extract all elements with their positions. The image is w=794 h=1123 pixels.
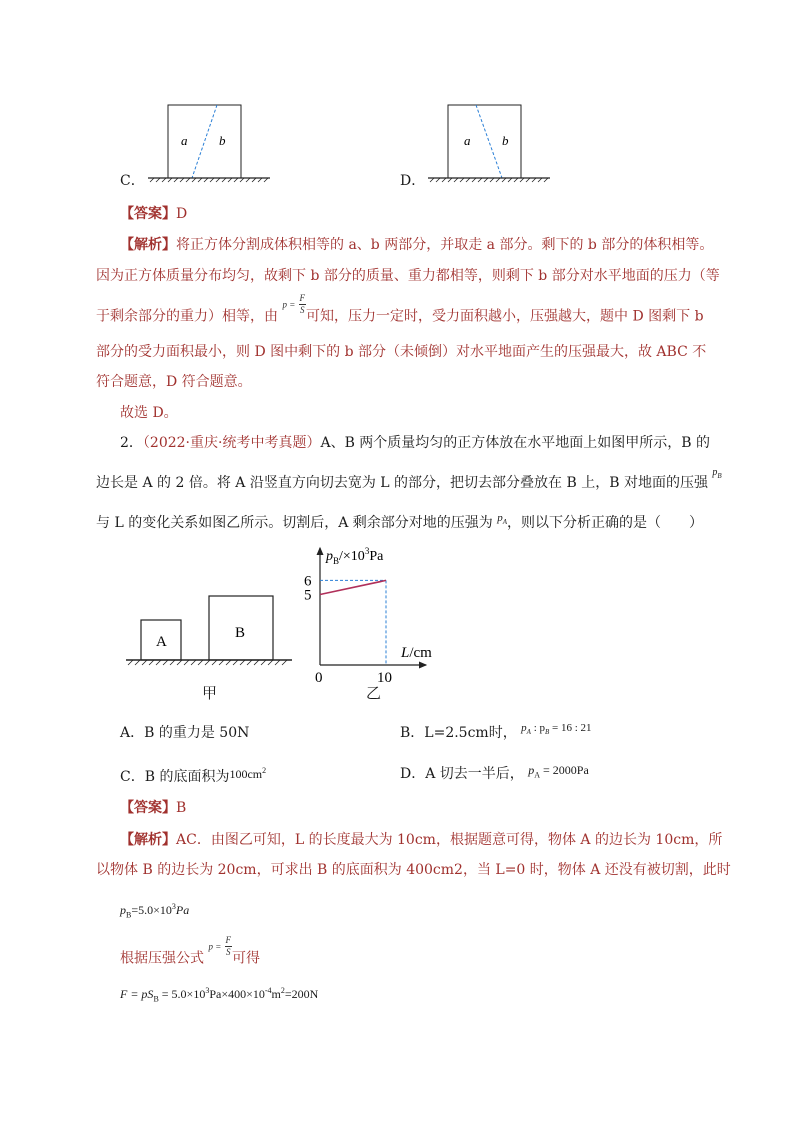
q2-analysis-line-1 [120, 830, 722, 850]
option-c-sup: 2 [262, 766, 267, 775]
figure-yi-caption: 乙 [366, 684, 382, 702]
q2-pb-sub: B [717, 472, 722, 480]
y-axis-unit: /×10 [339, 549, 365, 564]
q2-formula-prefix: 根据压强公式 [120, 950, 204, 967]
q2-formula-line [120, 935, 261, 970]
q2-pressure-formula [208, 935, 232, 958]
q2-pb-p: p [712, 467, 718, 478]
option-a[interactable]: A．B 的重力是 50N [120, 725, 250, 741]
q2-stem-text-1: A、B 两个质量均匀的正方体放在水平地面上如图甲所示，B 的 [320, 435, 711, 451]
q2-eq-pb-sub: B [126, 910, 132, 920]
q2-stem-text-4: ，则以下分析正确的是（ ） [507, 515, 703, 531]
q2-formula-num: F [225, 935, 232, 945]
q2-eq-pb-p: p [120, 903, 126, 917]
option-b-pa: p [521, 722, 527, 734]
q2-analysis-label: 【解析】 [120, 832, 176, 848]
option-d[interactable] [400, 764, 589, 789]
option-d-pa: p [528, 763, 535, 777]
q2-analysis-text-1: AC．由图乙可知，L 的长度最大为 10cm，根据题意可得，物体 A 的边长为 10cm，所 [176, 832, 723, 848]
option-c-figure-label: C． [120, 173, 145, 189]
option-d-pa-sub: A [534, 770, 541, 780]
chart-y-axis-title [325, 546, 384, 566]
q2-eq-force-exp2: -4 [264, 986, 272, 995]
figure-c-label-a: a [181, 133, 188, 148]
x-axis-symbol: L [401, 645, 410, 661]
q1-analysis-label: 【解析】 [120, 237, 176, 253]
q1-analysis-line-5: 部分的受力面积最小，则 D 图中剩下的 b 部分（未倾倒）对水平地面产生的压强最大，故 ABC 不 [96, 344, 707, 360]
q2-eq-force-part3: Pa×400×10 [209, 987, 265, 1001]
option-d-formula [528, 760, 589, 785]
pressure-chart [300, 540, 450, 690]
q2-stem-text-3: 与 L 的变化关系如图乙所示。切割后，A 剩余部分对地的压强为 [96, 515, 493, 531]
q1-pressure-formula [282, 293, 306, 316]
q2-analysis-line-2: 以物体 B 的边长为 20cm，可求出 B 的底面积为 400cm2，当 L=0 时，物体 A 还没有被切割，此时 [96, 862, 731, 878]
q2-pa-symbol [497, 508, 507, 532]
q1-analysis-line-1 [120, 235, 713, 255]
q2-number: 2． [120, 435, 143, 451]
figure-d-label-b: b [502, 133, 509, 148]
q2-eq-force-exp3: 2 [280, 986, 285, 995]
figure-c-label-b: b [219, 133, 226, 148]
q2-pa-p: p [497, 512, 503, 524]
q2-eq-pb-unit: Pa [175, 903, 190, 917]
x-axis-unit: /cm [409, 645, 432, 661]
figure-d-label-a: a [464, 133, 471, 148]
option-c[interactable] [120, 764, 266, 787]
q1-formula-fraction [299, 293, 307, 316]
q2-eq-pb-exp: 3 [171, 902, 176, 911]
option-c-prefix: C．B 的底面积为 [120, 769, 230, 785]
series-line-pb [320, 580, 386, 594]
option-d-value: = 2000Pa [540, 763, 589, 777]
q1-analysis-line-3 [96, 293, 704, 328]
q2-stem-line-3 [96, 513, 703, 538]
option-b-pb-sub: B [545, 728, 550, 737]
q2-eq-pb [120, 897, 189, 925]
y-axis-symbol: p [326, 549, 333, 564]
q2-eq-force-sub: B [153, 994, 159, 1004]
q1-analysis-text-1: 将正方体分割成体积相等的 a、b 两部分，并取走 a 部分。剩下的 b 部分的体积相等。 [176, 237, 714, 253]
option-c-value [229, 767, 266, 781]
q2-stem-line-2 [96, 467, 722, 498]
q1-analysis-text-3: 于剩余部分的重力）相等，由 [96, 308, 278, 325]
q1-answer-value: D [176, 206, 188, 222]
q2-eq-force [120, 981, 318, 1009]
q2-formula-den: S [226, 947, 231, 957]
option-b-pb: : p [530, 722, 545, 734]
y-axis-unit2: Pa [369, 549, 384, 564]
q2-pa-sub: A [502, 518, 507, 527]
figure-jia-caption: 甲 [202, 684, 218, 702]
q2-pb-symbol [712, 463, 721, 486]
q2-stem-text-2: 边长是 A 的 2 倍。将 A 沿竖直方向切去宽为 L 的部分，把切去部分叠放在 B 上，B 对地面的压强 [96, 475, 708, 491]
option-d-prefix: D．A 切去一半后， [400, 766, 524, 782]
q1-analysis-line-2: 因为正方体质量分布均匀，故剩下 b 部分的质量、重力都相等，则剩下 b 部分对水平地面的压力（等 [96, 268, 720, 284]
q1-formula-num: F [299, 293, 306, 303]
q1-formula-lhs: p = [282, 299, 296, 310]
q1-analysis-line-6: 符合题意，D 符合题意。 [96, 374, 252, 390]
q2-eq-force-lhs: F = pS [120, 987, 154, 1001]
q1-answer [120, 204, 187, 224]
q1-conclusion: 故选 D。 [120, 405, 178, 421]
option-b-value: = 16 : 21 [549, 722, 592, 734]
block-b-label: B [235, 625, 246, 641]
q2-answer-value: B [176, 800, 187, 816]
chart-x-axis-title [400, 645, 432, 661]
q2-formula-suffix: 可得 [232, 950, 261, 967]
x-tick-label-10: 10 [377, 670, 392, 686]
q2-formula-fraction [225, 935, 233, 958]
q2-eq-force-result: =200N [284, 987, 319, 1001]
q2-source: （2022·重庆·统考中考真题） [142, 435, 321, 451]
y-tick-label-6: 6 [304, 573, 312, 590]
q2-formula-lhs: p = [208, 941, 222, 952]
q1-answer-label: 【答案】 [120, 206, 176, 222]
q2-answer [120, 798, 186, 818]
option-b-ratio [521, 718, 591, 742]
q2-stem-line-1 [120, 433, 710, 453]
option-b-pa-sub: A [526, 728, 531, 737]
x-tick-label-0: 0 [315, 670, 323, 686]
q2-eq-force-part2: = 5.0×10 [158, 987, 206, 1001]
block-a-label: A [156, 634, 167, 650]
option-b-prefix: B．L=2.5cm时， [400, 725, 517, 741]
y-axis-sub: B [333, 556, 340, 566]
q2-eq-force-exp1: 3 [205, 986, 210, 995]
option-d-figure-label: D． [400, 173, 426, 189]
y-tick-label-5: 5 [304, 587, 312, 604]
option-b[interactable] [400, 723, 592, 748]
q2-eq-force-part4: m [271, 987, 281, 1001]
q1-formula-den: S [300, 305, 305, 315]
q1-analysis-text-4: 可知，压力一定时，受力面积越小，压强越大，题中 D 图剩下 b [306, 308, 704, 325]
option-c-area: 100cm [229, 767, 263, 781]
q2-answer-label: 【答案】 [120, 800, 176, 816]
q2-eq-pb-rhs: =5.0×10 [131, 903, 172, 917]
y-axis-exp: 3 [364, 546, 370, 556]
